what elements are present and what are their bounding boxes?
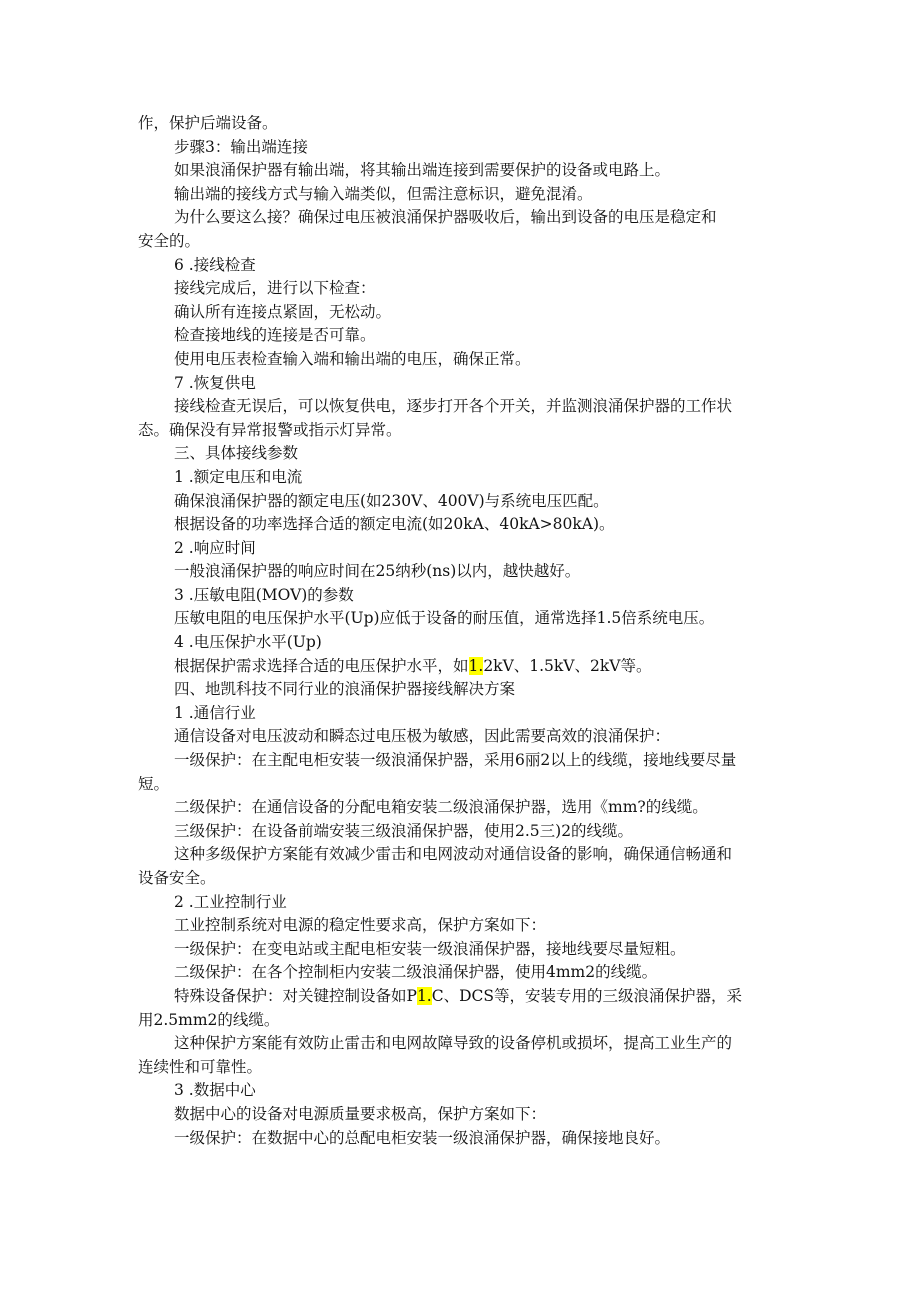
text-line: 2 .工业控制行业 [174, 892, 287, 911]
text-line: 3 .压敏电阻(MOV)的参数 [174, 585, 354, 604]
text-line: 工业控制系统对电源的稳定性要求高，保护方案如下： [174, 916, 547, 935]
text-line: 这种多级保护方案能有效减少雷击和电网波动对通信设备的影响，确保通信畅通和 [174, 845, 733, 864]
text-line: 三级保护：在设备前端安装三级浪涌保护器，使用2.5三)2的线缆。 [174, 821, 634, 840]
text-line: 连续性和可靠性。 [138, 1057, 263, 1076]
text-line: 态。确保没有异常报警或指示灯异常。 [138, 420, 402, 439]
text-line: 确保浪涌保护器的额定电压(如230V、400V)与系统电压匹配。 [174, 491, 609, 510]
text-line: 安全的。 [138, 231, 201, 250]
text-line: 二级保护：在通信设备的分配电箱安装二级浪涌保护器，选用《mm?的线缆。 [174, 798, 708, 817]
text-line: 输出端的接线方式与输入端类似，但需注意标识，避免混淆。 [174, 184, 593, 203]
text-line: 2 .响应时间 [174, 538, 256, 557]
text-line: 1 .额定电压和电流 [174, 467, 303, 486]
text-line: 设备安全。 [138, 869, 216, 887]
text-line: 三、具体接线参数 [174, 444, 299, 463]
text-line: 数据中心的设备对电源质量要求极高，保护方案如下： [174, 1104, 547, 1123]
text-line: 一级保护：在主配电柜安装一级浪涌保护器，采用6丽2以上的线缆，接地线要尽量 [174, 751, 737, 770]
text-line: 使用电压表检查输入端和输出端的电压，确保正常。 [174, 349, 531, 368]
text-highlight: 1. [416, 986, 432, 1005]
text-line: 根据保护需求选择合适的电压保护水平，如1.2kV、1.5kV、2kV等。 [174, 656, 652, 675]
text-line: 确认所有连接点紧固，无松动。 [174, 302, 392, 321]
text-line: 一级保护：在数据中心的总配电柜安装一级浪涌保护器，确保接地良好。 [174, 1128, 671, 1147]
text-line: 1 .通信行业 [174, 703, 256, 722]
text-highlight: 1. [468, 656, 484, 675]
text-line: 二级保护：在各个控制柜内安装二级浪涌保护器，使用4mm2的线缆。 [174, 963, 658, 982]
text-line: 接线完成后，进行以下检查： [174, 279, 376, 298]
text-line: 检查接地线的连接是否可靠。 [174, 326, 376, 345]
text-line: 3 .数据中心 [174, 1081, 256, 1100]
text-line: 特殊设备保护：对关键控制设备如P1.C、DCS等，安装专用的三级浪涌保护器，采 [174, 986, 743, 1005]
text-line: 这种保护方案能有效防止雷击和电网故障导致的设备停机或损坏，提高工业生产的 [174, 1034, 733, 1053]
text-line: 6 .接线检查 [174, 255, 256, 274]
text-line: 短。 [138, 774, 170, 793]
text-line: 步骤3：输出端连接 [174, 137, 308, 156]
text-line: 为什么要这么接？确保过电压被浪涌保护器吸收后，输出到设备的电压是稳定和 [174, 208, 717, 227]
text-line: 通信设备对电压波动和瞬态过电压极为敏感，因此需要高效的浪涌保护： [174, 727, 671, 746]
text-line: 用2.5mm2的线缆。 [138, 1010, 280, 1029]
text-line: 根据设备的功率选择合适的额定电流(如20kA、40kA>80kA)。 [174, 515, 615, 534]
text-line: 作，保护后端设备。 [138, 114, 278, 132]
text-line: 如果浪涌保护器有输出端，将其输出端连接到需要保护的设备或电路上。 [174, 161, 671, 180]
text-line: 一级保护：在变电站或主配电柜安装一级浪涌保护器，接地线要尽量短粗。 [174, 939, 686, 958]
text-line: 压敏电阻的电压保护水平(Up)应低于设备的耐压值，通常选择1.5倍系统电压。 [174, 609, 715, 628]
text-line: 4 .电压保护水平(Up) [174, 633, 322, 652]
document-body [138, 112, 788, 1150]
text-line: 7 .恢复供电 [174, 373, 256, 392]
text-line: 接线检查无误后，可以恢复供电，逐步打开各个开关，并监测浪涌保护器的工作状 [174, 397, 733, 416]
text-line: 四、地凯科技不同行业的浪涌保护器接线解决方案 [174, 680, 516, 699]
text-line: 一般浪涌保护器的响应时间在25纳秒(ns)以内，越快越好。 [174, 562, 581, 581]
